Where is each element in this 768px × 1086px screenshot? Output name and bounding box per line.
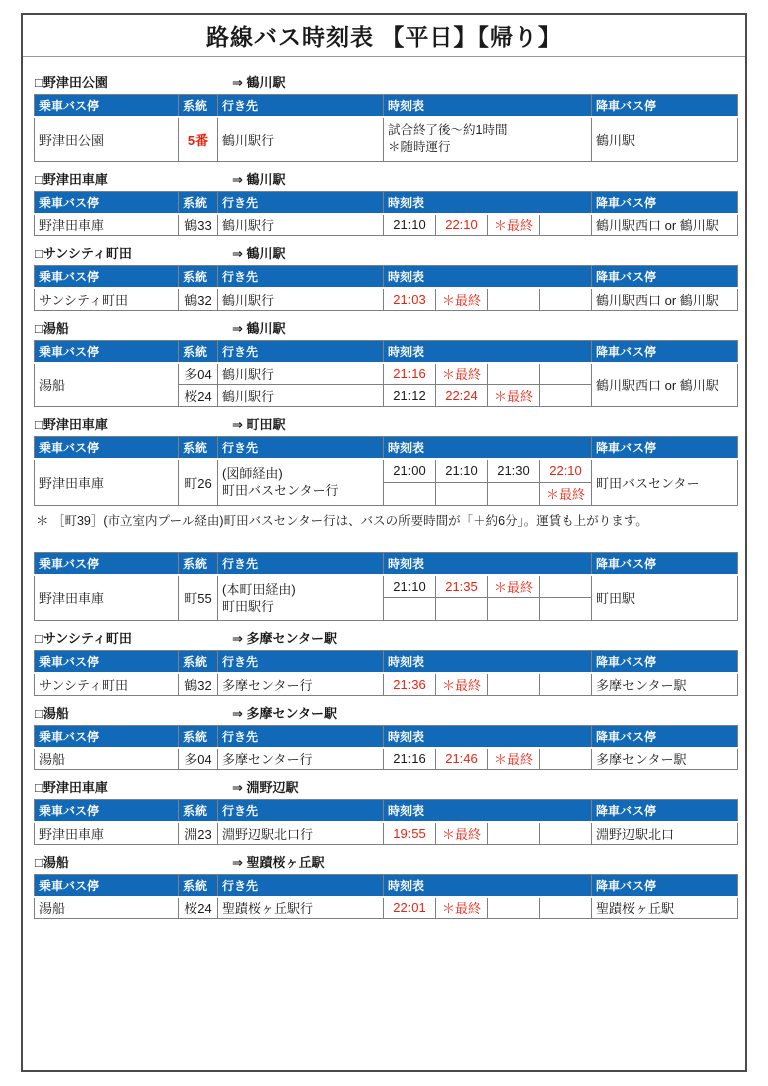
col-header-dest: 行き先: [218, 340, 384, 363]
time-cell: ＊最終: [488, 385, 540, 407]
section-title: [34, 707, 737, 721]
time-cell: 22:10: [540, 459, 592, 482]
time-cell: 21:46: [436, 748, 488, 770]
time-cell: [488, 822, 540, 844]
time-cell: 21:10: [436, 459, 488, 482]
col-header-board: 乗車バス停: [35, 95, 179, 118]
section-from-stop: □湯船: [35, 705, 69, 721]
route-number: 多04: [179, 748, 218, 770]
section-title: [34, 76, 737, 90]
col-header-times: 時刻表: [384, 437, 592, 460]
section-nozuta-park-to-tsurukawa: [34, 76, 737, 162]
section-title: [34, 173, 737, 187]
alight-stop: 多摩センター駅: [592, 673, 738, 695]
table-row: [35, 288, 738, 310]
timetable-table: [34, 265, 738, 311]
time-cell: 21:35: [436, 575, 488, 598]
col-header-alight: 降車バス停: [592, 191, 738, 214]
time-cell: ＊最終: [436, 897, 488, 919]
section-nozuta-depot-to-machida-26: [34, 418, 737, 529]
time-cell: [488, 897, 540, 919]
section-to-station: ⇒ 鶴川駅: [232, 171, 286, 187]
col-header-alight: 降車バス停: [592, 651, 738, 674]
timetable-table: [34, 94, 738, 162]
board-stop: サンシティ町田: [35, 673, 179, 695]
time-cell: [540, 575, 592, 598]
route-number: 鶴32: [179, 288, 218, 310]
time-cell: [488, 673, 540, 695]
col-header-alight: 降車バス停: [592, 95, 738, 118]
section-title: [34, 418, 737, 432]
section-suncity-machida-to-tsurukawa: [34, 247, 737, 311]
section-from-stop: □野津田車庫: [35, 171, 108, 187]
timetable-table: [34, 650, 738, 696]
table-row: [35, 748, 738, 770]
destination: 鶴川駅行: [218, 288, 384, 310]
destination: 多摩センター行: [218, 673, 384, 695]
section-from-stop: □野津田車庫: [35, 417, 108, 432]
alight-stop: 鶴川駅西口 or 鶴川駅: [592, 214, 738, 236]
route-number: 鶴33: [179, 214, 218, 236]
time-cell: 21:10: [384, 575, 436, 598]
time-cell: [488, 482, 540, 505]
destination: [218, 459, 384, 505]
time-cell: [488, 363, 540, 385]
section-to-station: ⇒ 町田駅: [232, 417, 286, 432]
destination: 鶴川駅行: [218, 117, 384, 161]
col-header-dest: 行き先: [218, 437, 384, 460]
col-header-route: 系統: [179, 340, 218, 363]
col-header-alight: 降車バス停: [592, 437, 738, 460]
destination-line: 町田駅行: [222, 598, 275, 614]
section-nozuta-depot-to-fuchinobe: [34, 781, 737, 845]
time-cell: [540, 822, 592, 844]
time-cell: 21:03: [384, 288, 436, 310]
col-header-times: 時刻表: [384, 552, 592, 575]
time-cell: 19:55: [384, 822, 436, 844]
time-cell: 21:36: [384, 673, 436, 695]
time-cell: [540, 598, 592, 621]
section-nozuta-depot-to-tsurukawa: [34, 173, 737, 237]
col-header-board: 乗車バス停: [35, 725, 179, 748]
time-cell: [540, 288, 592, 310]
board-stop: 湯船: [35, 363, 179, 407]
col-header-route: 系統: [179, 874, 218, 897]
board-stop: 野津田車庫: [35, 575, 179, 621]
col-header-dest: 行き先: [218, 725, 384, 748]
time-cell: [488, 288, 540, 310]
alight-stop: 淵野辺駅北口: [592, 822, 738, 844]
col-header-route: 系統: [179, 725, 218, 748]
section-to-station: ⇒ 淵野辺駅: [232, 780, 299, 795]
table-row: [35, 363, 738, 385]
time-cell: ＊最終: [488, 214, 540, 236]
alight-stop: 多摩センター駅: [592, 748, 738, 770]
col-header-route: 系統: [179, 95, 218, 118]
col-header-board: 乗車バス停: [35, 266, 179, 289]
section-nozuta-depot-to-machida-55: [34, 552, 737, 622]
time-note-cell: [384, 117, 592, 161]
table-row: [35, 214, 738, 236]
header-row: [35, 552, 738, 575]
section-from-stop: □サンシティ町田: [35, 631, 132, 646]
col-header-board: 乗車バス停: [35, 800, 179, 823]
destination-line: 町田バスセンター行: [222, 483, 339, 499]
header-row: [35, 437, 738, 460]
section-from-stop: □湯船: [35, 320, 69, 336]
alight-stop: 鶴川駅西口 or 鶴川駅: [592, 288, 738, 310]
route-number: 5番: [179, 117, 218, 161]
timetable-table: [34, 874, 738, 920]
time-cell: [384, 598, 436, 621]
col-header-alight: 降車バス停: [592, 874, 738, 897]
time-cell: [540, 385, 592, 407]
col-header-times: 時刻表: [384, 266, 592, 289]
section-title: [34, 322, 737, 336]
route-number: 桜24: [179, 385, 218, 407]
destination: 鶴川駅行: [218, 385, 384, 407]
section-from-stop: □野津田車庫: [35, 780, 108, 795]
col-header-times: 時刻表: [384, 725, 592, 748]
time-cell: [540, 748, 592, 770]
time-cell: [384, 482, 436, 505]
col-header-times: 時刻表: [384, 651, 592, 674]
col-header-dest: 行き先: [218, 95, 384, 118]
timetable-table: [34, 340, 738, 408]
col-header-alight: 降車バス停: [592, 552, 738, 575]
section-yubune-to-seiseki-sakuragaoka: [34, 856, 737, 920]
timetable-table: [34, 725, 738, 771]
section-title: [34, 632, 737, 646]
col-header-route: 系統: [179, 266, 218, 289]
timetable-table: [34, 552, 738, 622]
col-header-board: 乗車バス停: [35, 651, 179, 674]
time-cell: 21:30: [488, 459, 540, 482]
col-header-times: 時刻表: [384, 340, 592, 363]
table-row: [35, 575, 738, 598]
page-title: 路線バス時刻表 【平日】【帰り】: [206, 24, 562, 50]
time-cell: [436, 598, 488, 621]
section-yubune-to-tama-center: [34, 707, 737, 771]
timetable-table: [34, 436, 738, 506]
section-title: [34, 856, 737, 870]
col-header-alight: 降車バス停: [592, 266, 738, 289]
time-cell: [488, 598, 540, 621]
route-note: ＊ ［町39］(市立室内プール経由)町田バスセンター行は、バスの所要時間が「＋約6分」。運賃も上がります。: [36, 513, 648, 528]
section-title: [34, 781, 737, 795]
time-cell: [540, 673, 592, 695]
destination: 鶴川駅行: [218, 363, 384, 385]
col-header-board: 乗車バス停: [35, 191, 179, 214]
route-number: 町55: [179, 575, 218, 621]
board-stop: 湯船: [35, 897, 179, 919]
section-from-stop: □サンシティ町田: [35, 246, 132, 261]
board-stop: サンシティ町田: [35, 288, 179, 310]
time-cell: ＊最終: [540, 482, 592, 505]
col-header-board: 乗車バス停: [35, 437, 179, 460]
time-cell: ＊最終: [436, 363, 488, 385]
header-row: [35, 800, 738, 823]
col-header-times: 時刻表: [384, 95, 592, 118]
section-to-station: ⇒ 鶴川駅: [232, 320, 286, 336]
alight-stop: 聖蹟桜ヶ丘駅: [592, 897, 738, 919]
board-stop: 野津田車庫: [35, 214, 179, 236]
time-cell: 21:12: [384, 385, 436, 407]
route-number: 桜24: [179, 897, 218, 919]
destination: 多摩センター行: [218, 748, 384, 770]
header-row: [35, 340, 738, 363]
alight-stop: 鶴川駅西口 or 鶴川駅: [592, 363, 738, 407]
table-row: [35, 897, 738, 919]
time-cell: 22:01: [384, 897, 436, 919]
board-stop: 野津田車庫: [35, 822, 179, 844]
col-header-board: 乗車バス停: [35, 552, 179, 575]
timetable-table: [34, 799, 738, 845]
header-row: [35, 651, 738, 674]
col-header-route: 系統: [179, 800, 218, 823]
time-cell: ＊最終: [436, 673, 488, 695]
time-cell: ＊最終: [436, 822, 488, 844]
col-header-board: 乗車バス停: [35, 874, 179, 897]
col-header-times: 時刻表: [384, 874, 592, 897]
route-number: 鶴32: [179, 673, 218, 695]
col-header-dest: 行き先: [218, 266, 384, 289]
time-cell: [540, 214, 592, 236]
section-to-station: ⇒ 鶴川駅: [232, 75, 286, 90]
time-note-line: 試合終了後～約1時間: [388, 123, 508, 138]
time-cell: 21:10: [384, 214, 436, 236]
document-page: [21, 13, 747, 1072]
col-header-route: 系統: [179, 437, 218, 460]
destination-line: (本町田経由): [222, 581, 296, 597]
section-to-station: ⇒ 聖蹟桜ヶ丘駅: [232, 854, 325, 870]
time-cell: 21:16: [384, 748, 436, 770]
table-row: [35, 459, 738, 482]
header-row: [35, 725, 738, 748]
col-header-route: 系統: [179, 651, 218, 674]
header-row: [35, 191, 738, 214]
section-from-stop: □湯船: [35, 854, 69, 870]
header-row: [35, 95, 738, 118]
time-cell: 21:00: [384, 459, 436, 482]
section-to-station: ⇒ 多摩センター駅: [232, 705, 337, 721]
time-cell: 21:16: [384, 363, 436, 385]
alight-stop: 町田駅: [592, 575, 738, 621]
col-header-alight: 降車バス停: [592, 340, 738, 363]
time-cell: [540, 897, 592, 919]
col-header-route: 系統: [179, 191, 218, 214]
time-cell: [436, 482, 488, 505]
col-header-dest: 行き先: [218, 874, 384, 897]
col-header-dest: 行き先: [218, 651, 384, 674]
destination: 聖蹟桜ヶ丘駅行: [218, 897, 384, 919]
destination: [218, 575, 384, 621]
route-number: 多04: [179, 363, 218, 385]
col-header-dest: 行き先: [218, 191, 384, 214]
section-suncity-machida-to-tama-center: [34, 632, 737, 696]
board-stop: 野津田公園: [35, 117, 179, 161]
time-cell: ＊最終: [488, 748, 540, 770]
section-yubune-to-tsurukawa: [34, 322, 737, 408]
board-stop: 湯船: [35, 748, 179, 770]
header-row: [35, 874, 738, 897]
time-cell: ＊最終: [488, 575, 540, 598]
destination: 鶴川駅行: [218, 214, 384, 236]
section-from-stop: □野津田公園: [35, 75, 108, 90]
timetable-table: [34, 191, 738, 237]
col-header-route: 系統: [179, 552, 218, 575]
col-header-times: 時刻表: [384, 191, 592, 214]
col-header-times: 時刻表: [384, 800, 592, 823]
destination: 淵野辺駅北口行: [218, 822, 384, 844]
time-cell: 22:10: [436, 214, 488, 236]
section-to-station: ⇒ 鶴川駅: [232, 246, 286, 261]
col-header-dest: 行き先: [218, 800, 384, 823]
alight-stop: 鶴川駅: [592, 117, 738, 161]
col-header-board: 乗車バス停: [35, 340, 179, 363]
route-number: 淵23: [179, 822, 218, 844]
table-row: [35, 822, 738, 844]
time-cell: 22:24: [436, 385, 488, 407]
table-row: [35, 117, 738, 161]
col-header-alight: 降車バス停: [592, 800, 738, 823]
route-number: 町26: [179, 459, 218, 505]
title-bar: [23, 15, 745, 57]
alight-stop: 町田バスセンター: [592, 459, 738, 505]
section-to-station: ⇒ 多摩センター駅: [232, 631, 337, 646]
section-title: [34, 247, 737, 261]
time-cell: [540, 363, 592, 385]
time-cell: ＊最終: [436, 288, 488, 310]
header-row: [35, 266, 738, 289]
col-header-dest: 行き先: [218, 552, 384, 575]
board-stop: 野津田車庫: [35, 459, 179, 505]
time-note-line: ＊随時運行: [388, 140, 451, 155]
table-row: [35, 673, 738, 695]
destination-line: (図師経由): [222, 466, 283, 482]
col-header-alight: 降車バス停: [592, 725, 738, 748]
content-area: [23, 76, 745, 919]
